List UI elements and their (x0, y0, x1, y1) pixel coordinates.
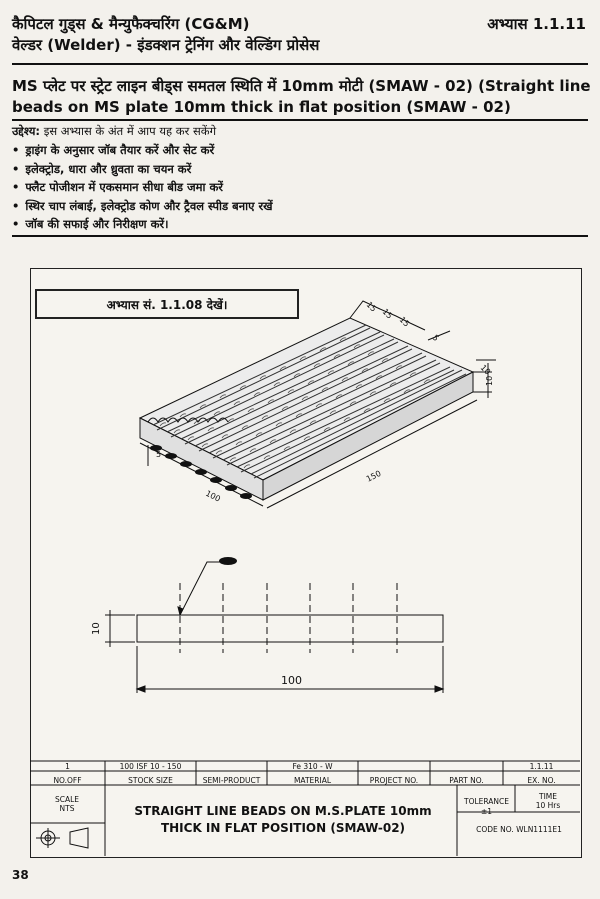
tb-material-value: Fe 310 - W (292, 762, 333, 771)
title-rule (12, 119, 588, 121)
page-number: 38 (12, 868, 29, 882)
tb-time-value: 10 Hrs (535, 801, 561, 810)
page-header (12, 14, 319, 56)
tb-scale-value: NTS (59, 804, 75, 813)
dim-5: 5 (430, 333, 441, 344)
tb-no-value: 1 (65, 762, 70, 771)
dim-15-a: 15 (364, 300, 379, 314)
objectives-list (12, 141, 273, 234)
dim-10-side: 10 (485, 375, 494, 386)
reference-box: अभ्यास सं. 1.1.08 देखें। (35, 289, 299, 319)
tb-ex-header: EX. NO. (527, 776, 556, 785)
header-line1: कैपिटल गुड्स & मैन्युफैक्चरिंग (CG&M) (12, 15, 250, 33)
tb-semi-header: SEMI-PRODUCT (202, 776, 261, 785)
dim-100: 100 (204, 488, 222, 504)
front-view (105, 562, 443, 693)
header-rule (12, 63, 588, 65)
objective-item: • इलेक्ट्रोड, धारा और ध्रुवता का चयन करें (12, 160, 273, 179)
exercise-title: MS प्लेट पर स्ट्रेट लाइन बीड्स समतल स्थिति में 10mm मोटी (SMAW - 02) (Straight line beads on MS plate 10mm thick in flat position (SMAW - 02) (12, 77, 591, 116)
tb-no-header: NO.OFF (53, 776, 82, 785)
exercise-number: अभ्यास 1.1.11 (487, 15, 586, 33)
tb-part-header: PART NO. (449, 776, 484, 785)
objective-item: • स्थिर चाप लंबाई, इलेक्ट्रोड कोण और ट्रैवल स्पीड बनाए रखें (12, 197, 273, 216)
tb-stock-header: STOCK SIZE (128, 776, 173, 785)
tb-scale-label: SCALE (54, 795, 80, 804)
objectives-rule (12, 235, 588, 237)
dim-150: 150 (364, 468, 383, 484)
objectives-intro: इस अभ्यास के अंत में आप यह कर सकेंगे (43, 124, 217, 138)
tb-material-header: MATERIAL (293, 776, 332, 785)
tb-tolerance: TOLERANCE ±1 (463, 797, 510, 816)
objectives-label: उद्देश्य: (12, 124, 41, 138)
tb-drawing-title (118, 803, 448, 837)
tb-title-line2: THICK IN FLAT POSITION (SMAW-02) (160, 821, 406, 835)
weld-symbol (219, 557, 237, 565)
header-line2: वेल्डर (Welder) - इंडक्शन ट्रेनिंग और वेल्डिंग प्रोसेस (12, 36, 320, 54)
dim-5-front: 5 (156, 450, 162, 459)
tb-code-number: CODE NO. WLN1111E1 (476, 825, 562, 834)
tb-time (516, 792, 580, 810)
tb-stock-value: 100 ISF 10 - 150 (119, 762, 182, 771)
objective-item: • जॉब की सफाई और निरीक्षण करें। (12, 215, 273, 234)
dim-15-b: 15 (380, 307, 395, 321)
objective-item: • ड्राइंग के अनुसार जॉब तैयार करें और सेट करें (12, 141, 273, 160)
front-dim-width: 100 (281, 674, 302, 687)
objectives-heading (12, 124, 216, 139)
front-dim-height: 10 (91, 622, 102, 635)
isometric-plate (140, 301, 496, 508)
tb-project-header: PROJECT NO. (369, 776, 419, 785)
dim-10-top: 10 (478, 363, 493, 377)
tb-title-line1: STRAIGHT LINE BEADS ON M.S.PLATE 10mm (134, 804, 432, 818)
tb-ex-value: 1.1.11 (529, 762, 554, 771)
tb-scale (32, 795, 102, 813)
dim-15-c: 15 (397, 315, 412, 329)
objective-item: • फ्लैट पोजीशन में एकसमान सीधा बीड जमा करें (12, 178, 273, 197)
tb-time-label: TIME (538, 792, 557, 801)
